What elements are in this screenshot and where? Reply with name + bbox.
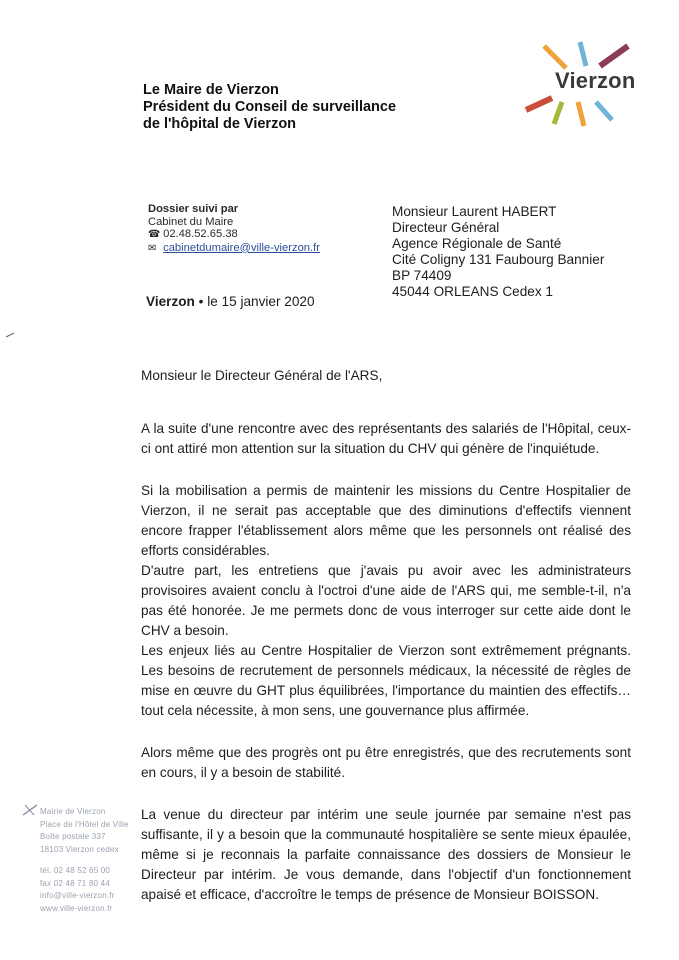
mayor-header <box>143 82 396 133</box>
paragraph-4: Les enjeux liés au Centre Hospitalier de Vierzon sont extrêmement prégnants. Les besoins de recrutement de personnels médicaux, la nécessité de règles de mise en œuvre du GHT plus équilibrées, l'importance du maintien des effectifs… tout cela nécessite, à mon sens, une gouvernance plus affirmée. <box>141 643 631 718</box>
logo-mark-icon <box>22 804 38 816</box>
recipient-role: Directeur Général <box>392 220 500 235</box>
footer-fax: fax 02 48 71 80 44 <box>40 878 110 888</box>
dossier-email-row <box>148 242 320 256</box>
dossier-block <box>148 203 320 255</box>
phone-icon: ☎ <box>148 229 161 241</box>
recipient-address <box>392 204 604 300</box>
recipient-org: Agence Régionale de Santé <box>392 236 562 251</box>
header-line-1: Le Maire de Vierzon <box>143 82 279 98</box>
header-line-2: Président du Conseil de surveillance <box>143 99 397 115</box>
paragraph-5: Alors même que des progrès ont pu être enregistrés, que des recrutements sont en cours, il y a besoin de stabilité. <box>141 745 631 780</box>
dossier-phone-row <box>148 228 320 242</box>
paragraph-2: Si la mobilisation a permis de maintenir les missions du Centre Hospitalier de Vierzon, il ne serait pas acceptable que des diminutions d'effectifs viennent encore frapper l'établissement alors même que les personnels ont réalisé des efforts considérables. <box>141 483 631 558</box>
date-text: le 15 janvier 2020 <box>207 294 315 309</box>
footer-line-1: Mairie de Vierzon <box>40 807 106 816</box>
salutation: Monsieur le Directeur Général de l'ARS, <box>141 368 383 383</box>
recipient-street: Cité Coligny 131 Faubourg Bannier <box>392 252 605 267</box>
town-hall-footer <box>40 806 129 915</box>
paragraph-1: A la suite d'une rencontre avec des représentants des salariés de l'Hôpital, ceux-ci ont attiré mon attention sur la situation du CHV qui génère de l'inquiétude. <box>141 421 631 456</box>
recipient-bp: BP 74409 <box>392 268 452 283</box>
recipient-name: Monsieur Laurent HABERT <box>392 204 557 219</box>
paragraph-3: D'autre part, les entretiens que j'avais pu avoir avec les administrateurs provisoires avaient conclu à l'octroi d'une aide de l'ARS qui, me semble-t-il, n'a pas été honorée. Je me permets donc de vous interroger sur cette aide dont le CHV a besoin. <box>141 563 631 638</box>
date-place: Vierzon <box>146 294 195 309</box>
date-separator: • <box>198 294 204 309</box>
footer-tel: tél. 02 48 52 65 00 <box>40 866 111 875</box>
footer-email[interactable]: info@ville-vierzon.fr <box>40 891 115 900</box>
logo-text: Vierzon <box>555 68 636 93</box>
recipient-city: 45044 ORLEANS Cedex 1 <box>392 284 553 299</box>
paragraph-6: La venue du directeur par intérim une seule journée par semaine n'est pas suffisante, il y a besoin que la communauté hospitalière se sente mieux épaulée, même si je reconnais la parfaite connaissance des dossiers de Monsieur le Directeur par intérim. Je vous demande, dans l'objectif d'un fonctionnement apaisé et efficace, d'accroître le temps de présence de Monsieur BOISSON. <box>141 807 631 902</box>
dossier-phone: 02.48.52.65.38 <box>163 228 238 241</box>
header-line-3: de l'hôpital de Vierzon <box>143 116 297 132</box>
envelope-icon: ✉ <box>148 242 157 254</box>
footer-line-4: 18103 Vierzon cedex <box>40 844 119 854</box>
footer-line-3: Boîte postale 337 <box>40 832 106 841</box>
footer-line-2: Place de l'Hôtel de Ville <box>40 819 129 829</box>
dossier-service: Cabinet du Maire <box>148 215 234 228</box>
margin-mark <box>5 332 15 338</box>
dossier-title: Dossier suivi par <box>148 203 239 215</box>
dossier-email-link[interactable]: cabinetdumaire@ville-vierzon.fr <box>163 241 320 254</box>
footer-web[interactable]: www.ville-vierzon.fr <box>40 903 113 913</box>
letter-date <box>146 294 315 309</box>
